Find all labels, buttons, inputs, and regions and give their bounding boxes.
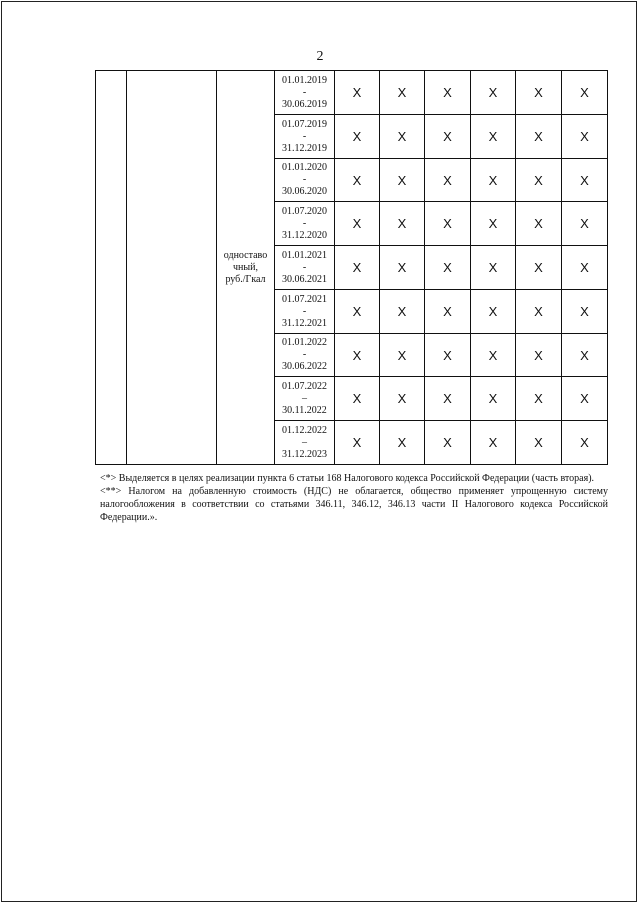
- cell-value: Х: [471, 202, 516, 246]
- cell-value: Х: [425, 115, 471, 159]
- period-end: 30.06.2019: [282, 98, 327, 110]
- cell-value: Х: [335, 115, 380, 159]
- period-end: 30.06.2021: [282, 273, 327, 285]
- cell-value: Х: [471, 377, 516, 421]
- cell-unit: [217, 71, 275, 465]
- cell-value: Х: [380, 71, 425, 115]
- cell-value: Х: [471, 71, 516, 115]
- period-sep: -: [302, 349, 307, 360]
- cell-value: Х: [516, 377, 562, 421]
- cell-value: Х: [425, 421, 471, 465]
- cell-period: [275, 334, 335, 377]
- cell-value: Х: [380, 290, 425, 334]
- cell-value: Х: [425, 377, 471, 421]
- cell-value: Х: [335, 202, 380, 246]
- cell-value: Х: [562, 246, 608, 290]
- period-start: 01.12.2022: [282, 424, 327, 436]
- page-number: 2: [316, 49, 324, 64]
- period-sep: –: [302, 436, 307, 448]
- cell-value: Х: [425, 202, 471, 246]
- period-sep: -: [302, 305, 307, 317]
- cell-value: Х: [380, 246, 425, 290]
- cell-name-column: [127, 71, 217, 465]
- period-start: 01.07.2021: [282, 293, 327, 305]
- period-sep: -: [302, 261, 307, 273]
- cell-value: Х: [335, 71, 380, 115]
- cell-period: [275, 71, 335, 115]
- unit-text: руб./Гкал: [225, 273, 266, 285]
- cell-period: [275, 246, 335, 290]
- cell-value: Х: [471, 421, 516, 465]
- period-start: 01.07.2019: [282, 118, 327, 130]
- cell-value: Х: [380, 115, 425, 159]
- cell-value: Х: [335, 421, 380, 465]
- cell-period: [275, 290, 335, 334]
- cell-value: Х: [471, 334, 516, 377]
- cell-period: [275, 377, 335, 421]
- cell-value: Х: [335, 334, 380, 377]
- cell-period: [275, 202, 335, 246]
- period-start: 01.01.2021: [282, 249, 327, 261]
- cell-value: Х: [516, 334, 562, 377]
- cell-number-column: [96, 71, 127, 465]
- unit-text: чный,: [233, 261, 258, 273]
- cell-value: Х: [335, 159, 380, 202]
- period-sep: –: [302, 392, 307, 404]
- period-sep: -: [302, 130, 307, 142]
- cell-period: [275, 159, 335, 202]
- cell-value: Х: [471, 246, 516, 290]
- cell-period: [275, 115, 335, 159]
- cell-value: Х: [425, 159, 471, 202]
- period-start: 01.07.2020: [282, 205, 327, 217]
- cell-value: Х: [516, 115, 562, 159]
- period-start: 01.07.2022: [282, 380, 327, 392]
- cell-value: Х: [562, 334, 608, 377]
- period-end: 31.12.2020: [282, 229, 327, 241]
- cell-value: Х: [562, 290, 608, 334]
- cell-value: Х: [380, 421, 425, 465]
- cell-value: Х: [335, 246, 380, 290]
- cell-value: Х: [471, 115, 516, 159]
- tariff-table: [95, 70, 608, 465]
- period-start: 01.01.2022: [282, 337, 327, 348]
- cell-value: Х: [335, 377, 380, 421]
- cell-value: Х: [562, 421, 608, 465]
- cell-value: Х: [516, 71, 562, 115]
- cell-value: Х: [516, 246, 562, 290]
- period-sep: -: [302, 174, 307, 185]
- period-sep: -: [302, 217, 307, 229]
- cell-value: Х: [335, 290, 380, 334]
- footnotes: [100, 472, 608, 524]
- cell-value: Х: [562, 115, 608, 159]
- period-start: 01.01.2019: [282, 74, 327, 86]
- cell-value: Х: [380, 377, 425, 421]
- cell-value: Х: [425, 290, 471, 334]
- footnote-1: <*> Выделяется в целях реализации пункта 6 статьи 168 Налогового кодекса Российской Федерации (часть вторая).: [100, 473, 595, 484]
- period-sep: -: [302, 86, 307, 98]
- period-end: 31.12.2021: [282, 317, 327, 329]
- period-end: 30.11.2022: [282, 404, 327, 416]
- cell-value: Х: [380, 334, 425, 377]
- cell-value: Х: [562, 71, 608, 115]
- period-end: 30.06.2020: [282, 186, 327, 197]
- cell-value: Х: [380, 202, 425, 246]
- cell-value: Х: [471, 159, 516, 202]
- cell-value: Х: [562, 202, 608, 246]
- period-end: 31.12.2019: [282, 142, 327, 154]
- cell-value: Х: [562, 377, 608, 421]
- tariff-table-body: [96, 71, 608, 465]
- footnote-2: <**> Налогом на добавленную стоимость (НДС) не облагается, общество применяет упрощенную систему налогообложения в соответствии со статьями 346.11, 346.12, 346.13 части II Налогового кодекса Российской Федерации.».: [100, 486, 608, 523]
- cell-value: Х: [516, 421, 562, 465]
- period-start: 01.01.2020: [282, 162, 327, 173]
- cell-value: Х: [425, 334, 471, 377]
- cell-value: Х: [425, 71, 471, 115]
- cell-value: Х: [380, 159, 425, 202]
- period-end: 31.12.2023: [282, 448, 327, 460]
- cell-value: Х: [471, 290, 516, 334]
- cell-value: Х: [516, 159, 562, 202]
- cell-value: Х: [516, 290, 562, 334]
- unit-text: одноставо: [223, 249, 268, 261]
- cell-value: Х: [562, 159, 608, 202]
- cell-value: Х: [516, 202, 562, 246]
- cell-period: [275, 421, 335, 465]
- period-end: 30.06.2022: [282, 361, 327, 372]
- cell-value: Х: [425, 246, 471, 290]
- table-row: [96, 71, 608, 115]
